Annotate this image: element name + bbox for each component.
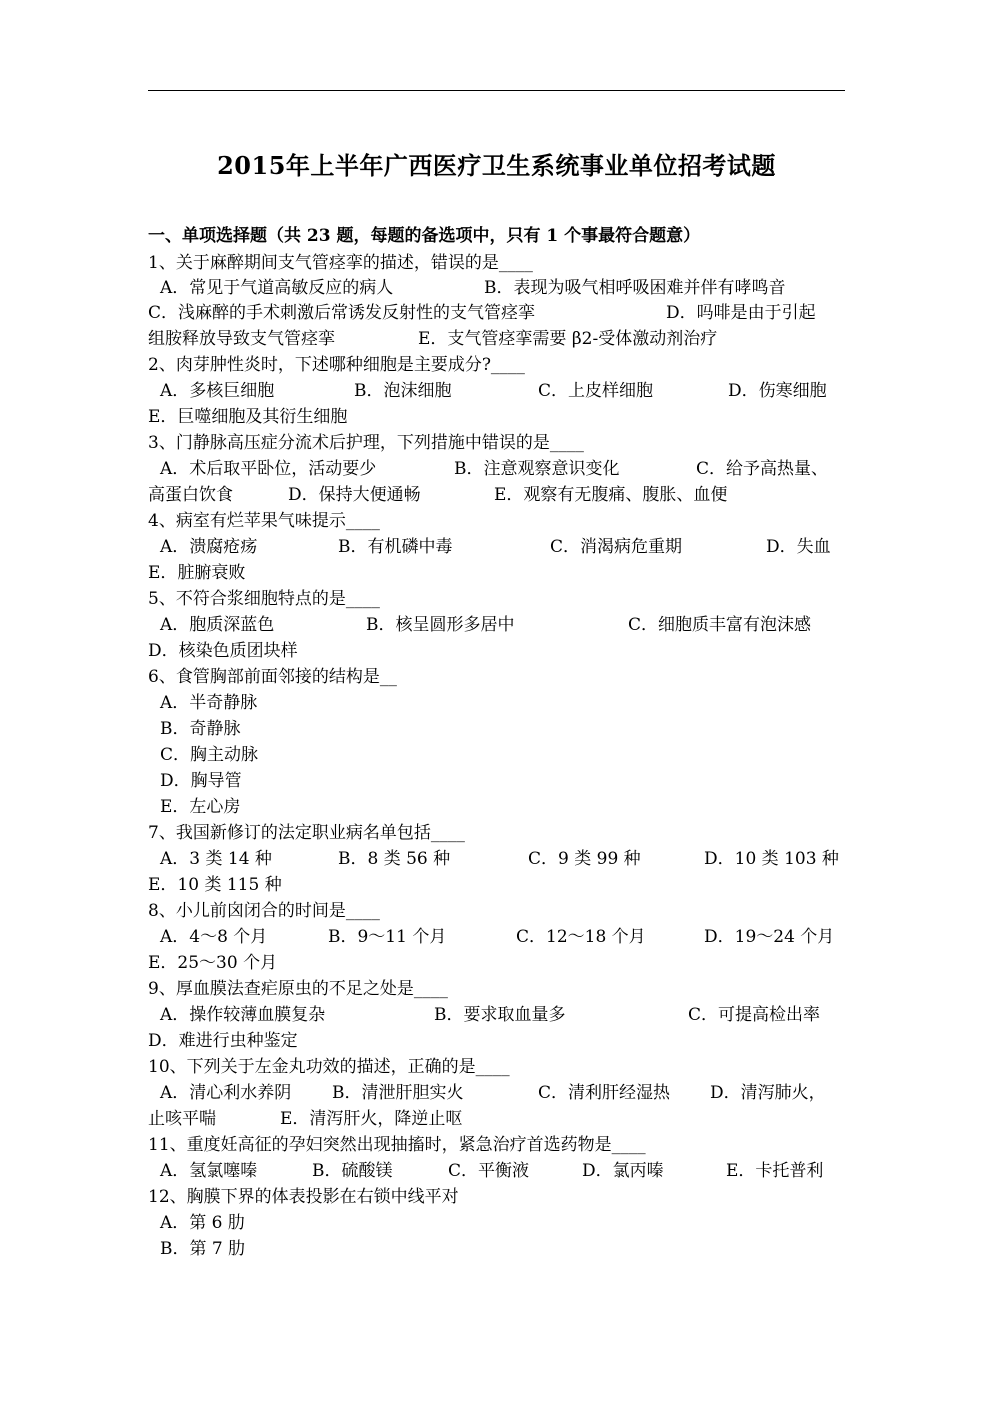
option-8c: C．12～18 个月 <box>516 927 646 947</box>
option-row <box>148 1003 845 1027</box>
option-10d: D．清泻肺火， <box>710 1083 826 1103</box>
option-7c: C．9 类 99 种 <box>528 849 641 869</box>
option-row <box>148 1107 845 1131</box>
option-10d-cont: 止咳平喘 <box>148 1109 216 1129</box>
option-11e: E．卡托普利 <box>726 1161 824 1181</box>
option-row <box>148 457 845 481</box>
option-3e: E．观察有无腹痛、腹胀、血便 <box>494 485 728 505</box>
option-row <box>148 795 845 819</box>
option-row <box>148 561 845 585</box>
option-row <box>148 327 845 351</box>
option-1d: D．吗啡是由于引起 <box>666 303 816 323</box>
option-row <box>148 379 845 403</box>
option-11c: C．平衡液 <box>448 1161 530 1181</box>
option-1d-cont: 组胺释放导致支气管痉挛 <box>148 329 335 349</box>
option-10a: A．清心利水养阴 <box>160 1083 292 1103</box>
question-stem-6: 6、食管胸部前面邻接的结构是__ <box>148 667 397 687</box>
option-row <box>148 743 845 767</box>
option-3c-cont: 高蛋白饮食 <box>148 485 233 505</box>
option-row <box>148 1159 845 1183</box>
option-10b: B．清泄肝胆实火 <box>332 1083 464 1103</box>
option-row <box>148 925 845 949</box>
option-row <box>148 535 845 559</box>
option-6c: C．胸主动脉 <box>160 745 259 765</box>
option-7b: B．8 类 56 种 <box>338 849 451 869</box>
question-stem-12: 12、胸膜下界的体表投影在右锁中线平对 <box>148 1187 459 1207</box>
header-rule <box>148 90 845 91</box>
option-11a: A．氢氯噻嗪 <box>160 1161 258 1181</box>
option-1e: E．支气管痉挛需要 β2-受体激动剂治疗 <box>418 329 718 349</box>
option-3b: B．注意观察意识变化 <box>454 459 620 479</box>
option-2a: A．多核巨细胞 <box>160 381 275 401</box>
option-row <box>148 639 845 663</box>
option-row <box>148 769 845 793</box>
option-row <box>148 951 845 975</box>
question-stem-7: 7、我国新修订的法定职业病名单包括____ <box>148 823 465 843</box>
option-12b: B．第 7 肋 <box>160 1239 246 1259</box>
option-1b: B．表现为吸气相呼吸困难并伴有哮鸣音 <box>484 278 786 298</box>
option-row <box>148 873 845 897</box>
option-2e: E．巨噬细胞及其衍生细胞 <box>148 407 348 427</box>
option-2c: C．上皮样细胞 <box>538 381 654 401</box>
question-stem-4: 4、病室有烂苹果气味提示____ <box>148 511 380 531</box>
option-8e: E．25～30 个月 <box>148 953 278 973</box>
option-6a: A．半奇静脉 <box>160 693 258 713</box>
section-heading: 一、单项选择题（共 23 题，每题的备选项中，只有 1 个事最符合题意） <box>148 226 701 246</box>
option-7a: A．3 类 14 种 <box>160 849 272 869</box>
option-row <box>148 276 845 300</box>
option-row <box>148 1237 845 1261</box>
question-stem-9: 9、厚血膜法查疟原虫的不足之处是____ <box>148 979 448 999</box>
question-stem-5: 5、不符合浆细胞特点的是____ <box>148 589 380 609</box>
option-row <box>148 613 845 637</box>
option-1c: C．浅麻醉的手术刺激后常诱发反射性的支气管痉挛 <box>148 303 536 323</box>
option-row <box>148 1081 845 1105</box>
option-1a: A．常见于气道高敏反应的病人 <box>160 278 394 298</box>
option-2b: B．泡沫细胞 <box>354 381 452 401</box>
option-row <box>148 1029 845 1053</box>
option-6e: E．左心房 <box>160 797 241 817</box>
question-stem-10: 10、下列关于左金丸功效的描述，正确的是____ <box>148 1057 510 1077</box>
option-row <box>148 483 845 507</box>
option-4b: B．有机磷中毒 <box>338 537 453 557</box>
option-3a: A．术后取平卧位，活动要少 <box>160 459 377 479</box>
option-row <box>148 691 845 715</box>
option-9b: B．要求取血量多 <box>434 1005 566 1025</box>
question-stem-8: 8、小儿前囟闭合的时间是____ <box>148 901 380 921</box>
option-4d: D．失血 <box>766 537 831 557</box>
option-2d: D．伤寒细胞 <box>728 381 827 401</box>
option-4e: E．脏腑衰败 <box>148 563 246 583</box>
question-stem-11: 11、重度妊高征的孕妇突然出现抽搐时，紧急治疗首选药物是____ <box>148 1135 646 1155</box>
option-5c: C．细胞质丰富有泡沫感 <box>628 615 812 635</box>
option-4c: C．消渴病危重期 <box>550 537 683 557</box>
page-title: 2015年上半年广西医疗卫生系统事业单位招考试题 <box>217 151 776 180</box>
option-12a: A．第 6 肋 <box>160 1213 245 1233</box>
option-10e: E．清泻肝火，降逆止呕 <box>280 1109 463 1129</box>
option-10c: C．清利肝经湿热 <box>538 1083 671 1103</box>
option-4a: A．溃腐疮疡 <box>160 537 258 557</box>
option-11d: D．氯丙嗪 <box>582 1161 664 1181</box>
option-row <box>148 717 845 741</box>
option-row <box>148 847 845 871</box>
option-9c: C．可提高检出率 <box>688 1005 821 1025</box>
option-11b: B．硫酸镁 <box>312 1161 393 1181</box>
option-5d: D．核染色质团块样 <box>148 641 298 661</box>
option-8a: A．4～8 个月 <box>160 927 268 947</box>
option-9d: D．难进行虫种鉴定 <box>148 1031 298 1051</box>
option-7e: E．10 类 115 种 <box>148 875 282 895</box>
option-9a: A．操作较薄血膜复杂 <box>160 1005 326 1025</box>
option-8b: B．9～11 个月 <box>328 927 447 947</box>
option-3c: C．给予高热量、 <box>696 459 829 479</box>
option-7d: D．10 类 103 种 <box>704 849 839 869</box>
question-stem-1: 1、关于麻醉期间支气管痉挛的描述，错误的是____ <box>148 253 533 273</box>
option-5b: B．核呈圆形多居中 <box>366 615 515 635</box>
option-row <box>148 405 845 429</box>
option-row <box>148 1211 845 1235</box>
option-3d: D．保持大便通畅 <box>288 485 421 505</box>
option-row <box>148 301 845 325</box>
option-5a: A．胞质深蓝色 <box>160 615 275 635</box>
option-6b: B．奇静脉 <box>160 719 241 739</box>
option-6d: D．胸导管 <box>160 771 242 791</box>
option-8d: D．19～24 个月 <box>704 927 835 947</box>
question-stem-3: 3、门静脉高压症分流术后护理，下列措施中错误的是____ <box>148 433 584 453</box>
question-stem-2: 2、肉芽肿性炎时，下述哪种细胞是主要成分?____ <box>148 355 525 375</box>
